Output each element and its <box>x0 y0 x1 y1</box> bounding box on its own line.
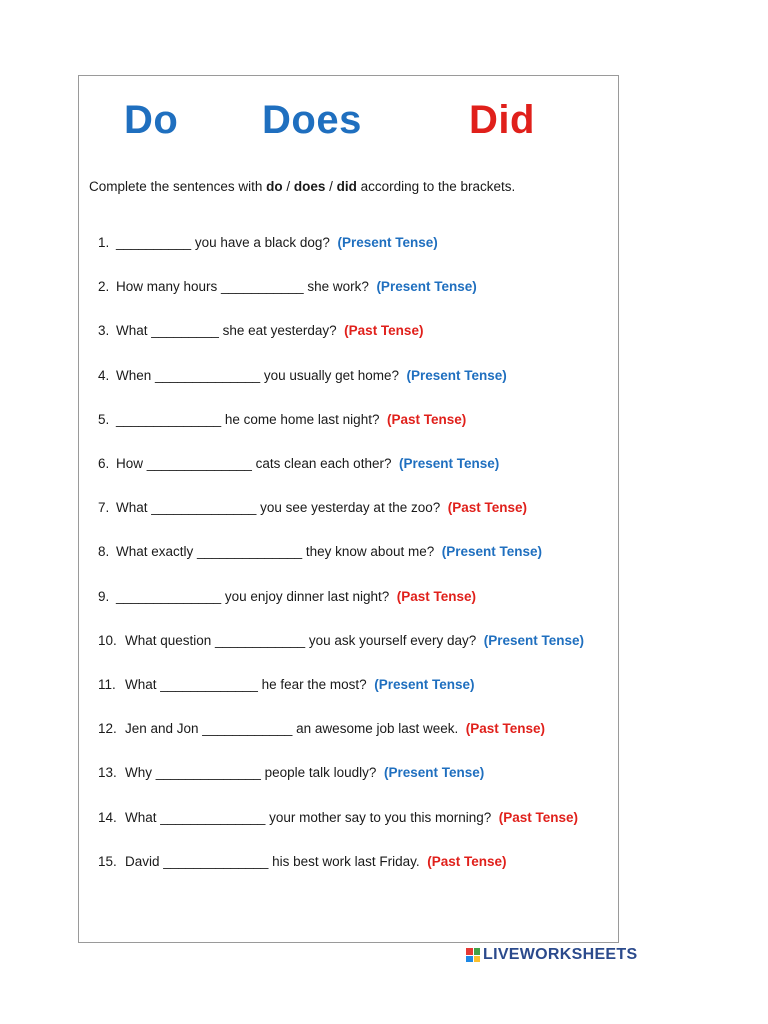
question-number: 10. <box>98 632 117 648</box>
question-text: ______________ you enjoy dinner last night? <box>116 588 390 604</box>
question-item <box>98 321 423 341</box>
question-item <box>98 542 542 562</box>
question-text: What exactly ______________ they know about me? <box>116 544 435 560</box>
tense-hint: (Past Tense) <box>465 721 546 737</box>
liveworksheets-logo-icon <box>466 948 480 962</box>
question-number: 9. <box>98 588 110 604</box>
question-text: Jen and Jon ____________ an awesome job last week. <box>125 721 459 737</box>
instruction-text: Complete the sentences with do / does / did according to the brackets. <box>89 179 516 194</box>
question-number: 2. <box>98 279 110 295</box>
question-item <box>98 675 474 695</box>
title-did: Did <box>469 98 535 142</box>
tense-hint: (Present Tense) <box>398 456 500 471</box>
question-item <box>98 719 545 739</box>
question-item <box>98 410 466 430</box>
title-does: Does <box>262 98 362 142</box>
question-number: 3. <box>98 323 110 339</box>
title-do: Do <box>124 98 179 142</box>
question-item <box>98 808 578 828</box>
worksheet <box>78 75 619 943</box>
question-item <box>98 366 507 386</box>
question-number: 11. <box>98 677 116 692</box>
question-text: ______________ he come home last night? <box>116 411 380 427</box>
question-item <box>98 631 584 651</box>
question-text: What question ____________ you ask yourself every day? <box>125 632 477 648</box>
question-number: 8. <box>98 544 110 560</box>
question-number: 7. <box>98 500 110 516</box>
question-number: 6. <box>98 456 110 471</box>
question-number: 4. <box>98 367 110 383</box>
question-text: What ______________ your mother say to you this morning? <box>125 809 492 825</box>
tense-hint: (Past Tense) <box>396 588 477 604</box>
question-text: What ______________ you see yesterday at the zoo? <box>116 500 441 516</box>
question-item <box>98 277 477 297</box>
question-number: 12. <box>98 721 117 737</box>
tense-hint: (Present Tense) <box>376 279 477 295</box>
tense-hint: (Past Tense) <box>427 853 507 869</box>
question-number: 13. <box>98 765 117 781</box>
question-number: 14. <box>98 809 117 825</box>
tense-hint: (Past Tense) <box>386 411 467 427</box>
question-number: 15. <box>98 853 117 869</box>
tense-hint: (Present Tense) <box>483 632 585 648</box>
question-item <box>98 233 438 253</box>
question-item <box>98 587 476 607</box>
tense-hint: (Present Tense) <box>441 544 543 560</box>
tense-hint: (Present Tense) <box>337 235 438 250</box>
question-item <box>98 498 527 518</box>
liveworksheets-brand <box>466 945 637 965</box>
question-text: How ______________ cats clean each other? <box>116 456 392 471</box>
question-text: Why ______________ people talk loudly? <box>125 765 377 781</box>
tense-hint: (Present Tense) <box>406 367 507 383</box>
tense-hint: (Past Tense) <box>344 323 424 339</box>
question-item <box>98 454 499 474</box>
question-text: David ______________ his best work last Friday. <box>125 853 420 869</box>
question-text: What _________ she eat yesterday? <box>116 323 337 339</box>
question-item <box>98 852 506 872</box>
tense-hint: (Present Tense) <box>374 677 475 692</box>
question-text: __________ you have a black dog? <box>116 235 330 250</box>
question-text: When ______________ you usually get home? <box>116 367 399 383</box>
question-item <box>98 763 484 783</box>
tense-hint: (Past Tense) <box>447 500 528 516</box>
question-text: How many hours ___________ she work? <box>116 279 369 295</box>
tense-hint: (Past Tense) <box>498 809 579 825</box>
brand-text: LIVEWORKSHEETS <box>483 946 638 963</box>
tense-hint: (Present Tense) <box>383 765 485 781</box>
question-text: What _____________ he fear the most? <box>125 677 367 692</box>
question-number: 5. <box>98 411 110 427</box>
question-number: 1. <box>98 235 110 250</box>
